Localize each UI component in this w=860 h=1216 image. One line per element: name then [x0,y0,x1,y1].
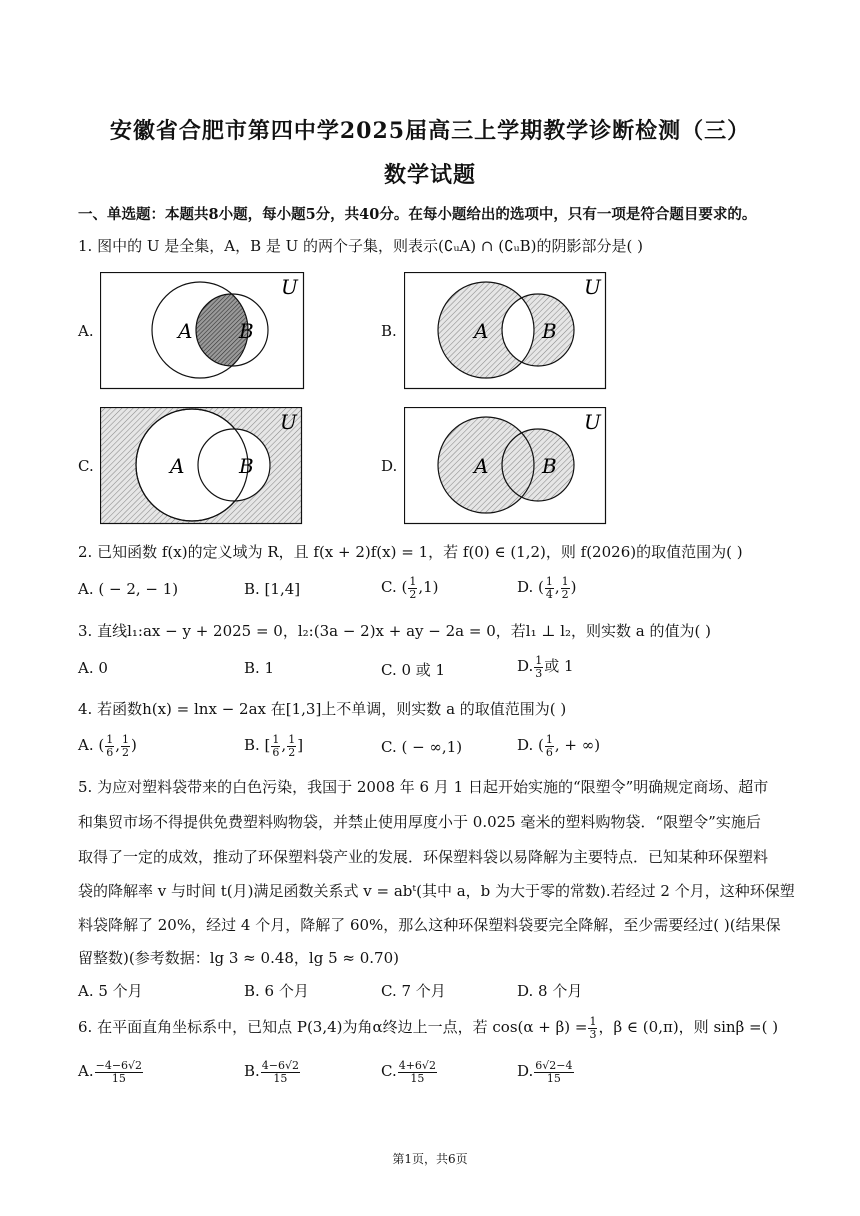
venn-d-label-a: A [474,454,489,478]
exam-subtitle: 数学试题 [383,162,476,188]
q6-option-b: B. $\frac{4-6√2}{15}$ [244,1059,300,1085]
venn-a-label-u: U [281,275,298,299]
q2-option-d: D. ( $\frac{1}{4}$ , $\frac{1}{2}$ ) [517,575,577,601]
venn-d-label-b: B [542,454,557,478]
question-5-line-4: 袋的降解率 v 与时间 t(月)满足函数关系式 v = abᵗ(其中 a，b 为大于零的常数).若经过 2 个月，这种环保塑 [78,882,795,900]
question-5-line-3: 取得了一定的成效，推动了环保塑料袋产业的发展．环保塑料袋以易降解为主要特点．已知某种环保塑料 [78,848,769,866]
question-2-stem: 2. 已知函数 f(x)的定义域为 R，且 f(x + 2)f(x) = 1，若 f(0) ∈ (1,2)，则 f(2026)的取值范围为( ) [78,543,743,561]
q3-option-c: C. 0 或 1 [381,661,446,679]
venn-c-label-a: A [170,454,185,478]
q3-option-b: B. 1 [244,659,275,677]
q4-option-d: D. ( $\frac{1}{6}$ , + ∞) [517,733,601,759]
q6-option-c: C. $\frac{4+6√2}{15}$ [381,1059,436,1085]
q5-option-b: B. 6 个月 [244,982,309,1000]
q5-option-d: D. 8 个月 [517,982,583,1000]
venn-a-label-b: B [239,319,254,343]
question-1-stem: 1. 图中的 U 是全集，A，B 是 U 的两个子集，则表示(∁ᵤA) ∩ (∁ᵤB)的阴影部分是( ) [78,237,643,255]
q4-option-a: A. ( $\frac{1}{6}$ , $\frac{1}{2}$ ) [78,733,137,759]
q2-option-a: A. ( − 2, − 1) [78,580,179,598]
venn-diagram-b [404,272,608,390]
venn-c-label-b: B [239,454,254,478]
question-4-stem: 4. 若函数h(x) = lnx − 2ax 在[1,3]上不单调，则实数 a 的取值范围为( ) [78,700,567,718]
question-5-line-6: 留整数)(参考数据：lg 3 ≈ 0.48，lg 5 ≈ 0.70) [78,949,399,967]
venn-b-label-u: U [584,275,601,299]
section-heading: 一、单选题：本题共8小题，每小题5分，共40分。在每小题给出的选项中，只有一项是符合题目要求的。 [78,206,757,223]
venn-c-label-u: U [280,410,297,434]
q3-option-a: A. 0 [78,659,108,677]
venn-b-label-a: A [474,319,489,343]
venn-diagram-c [100,407,304,525]
venn-a-label-a: A [178,319,193,343]
venn-d-label-u: U [584,410,601,434]
venn-diagram-a [100,272,306,390]
q2-option-b: B. [1,4] [244,580,301,598]
venn-b-label-b: B [542,319,557,343]
page-footer: 第1页，共6页 [392,1152,468,1166]
question-5-line-5: 料袋降解了 20%，经过 4 个月，降解了 60%，那么这种环保塑料袋要完全降解，至少需要经过( )(结果保 [78,916,781,934]
q1-option-b-label: B. [381,322,397,340]
q1-option-c-label: C. [78,457,94,475]
question-3-stem: 3. 直线l₁:ax − y + 2025 = 0，l₂:(3a − 2)x + ay − 2a = 0，若l₁ ⊥ l₂，则实数 a 的值为( ) [78,622,711,640]
q1-option-d-label: D. [381,457,398,475]
q6-option-a: A. $\frac{-4-6√2}{15}$ [78,1059,143,1085]
q4-option-b: B. [ $\frac{1}{6}$ , $\frac{1}{2}$ ] [244,733,304,759]
q4-option-c: C. ( − ∞,1) [381,738,463,756]
question-5-line-1: 5. 为应对塑料袋带来的白色污染，我国于 2008 年 6 月 1 日起开始实施的“限塑令”明确规定商场、超市 [78,778,769,796]
q2-option-c: C. ( $\frac{1}{2}$ ,1) [381,575,439,601]
venn-diagram-d [404,407,608,525]
q6-option-d: D. $\frac{6√2-4}{15}$ [517,1059,573,1085]
q1-option-a-label: A. [78,322,94,340]
question-6-stem: 6. 在平面直角坐标系中，已知点 P(3,4)为角α终边上一点，若 cos(α + β) = $\frac{1}{3}$ ，β ∈ (0,π)，则 sinβ =( ) [78,1015,779,1041]
question-5-line-2: 和集贸市场不得提供免费塑料购物袋，并禁止使用厚度小于 0.025 毫米的塑料购物袋．“限塑令”实施后 [78,813,761,831]
q5-option-c: C. 7 个月 [381,982,446,1000]
q5-option-a: A. 5 个月 [78,982,143,1000]
q3-option-d: D. $\frac{1}{3}$ 或 1 [517,654,574,680]
exam-title: 安徽省合肥市第四中学2025届高三上学期教学诊断检测（三） [109,118,751,144]
